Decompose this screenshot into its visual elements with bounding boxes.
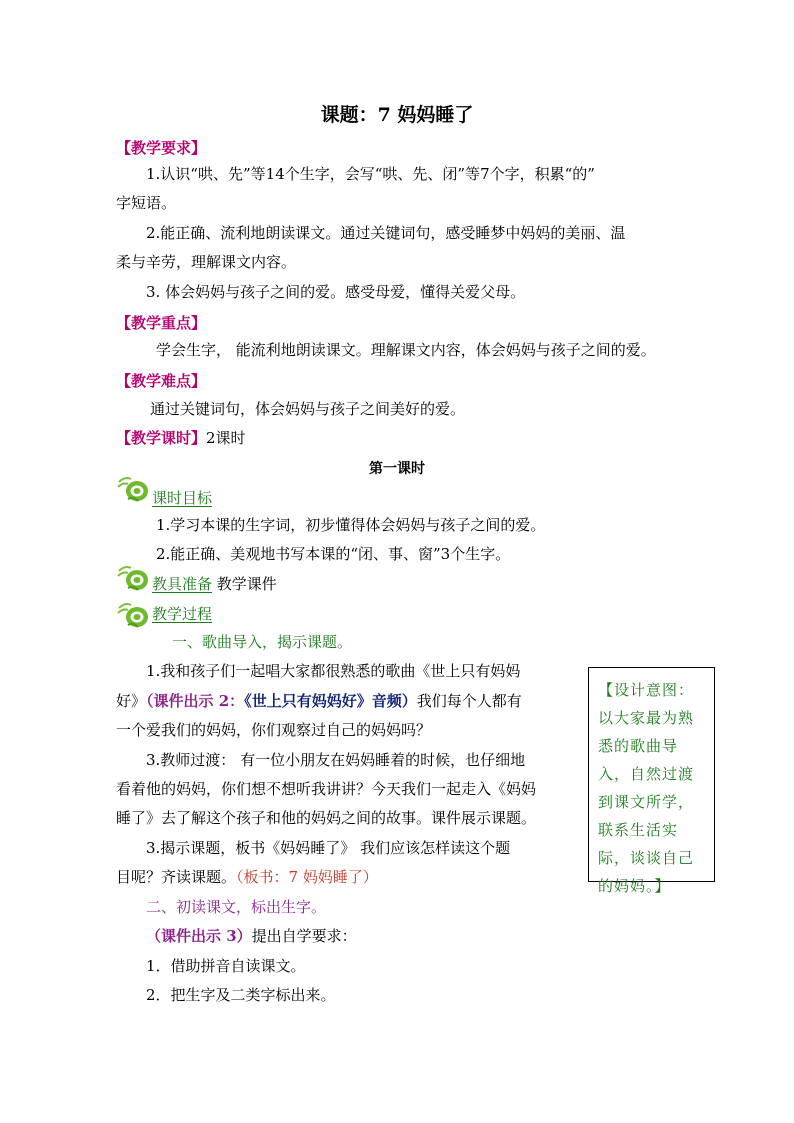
paragraph-3-line-1: 3.揭示课题，板书《妈妈睡了》 我们应该怎样读这个题 [146, 839, 511, 857]
courseware-cue: （课件出示 2： [146, 692, 245, 710]
text-span: 提出自学要求： [251, 927, 357, 945]
paragraph-2-line-3: 睡了》去了解这个孩子和他的妈妈之间的故事。课件展示课题。 [116, 809, 537, 827]
step-2: 2．把生字及二类字标出来。 [146, 986, 336, 1004]
difficulties-text: 通过关键词句，体会妈妈与孩子之间美好的爱。 [150, 400, 466, 418]
paragraph-4 [146, 926, 357, 946]
paragraph-3-line-2 [116, 867, 378, 887]
key-points-text: 学会生字， 能流利地朗读课文。理解课文内容，体会妈妈与孩子之间的爱。 [156, 341, 656, 359]
difficulties-heading: 【教学难点】 [116, 372, 207, 390]
section-2-heading: 二、初读课文，标出生字。 [146, 898, 327, 916]
prep-label: 教具准备 [152, 575, 213, 593]
board-note: （板书：7 妈妈睡了） [236, 868, 378, 886]
section-1-heading: 一、歌曲导入，揭示课题。 [172, 633, 353, 651]
leaf-icon [116, 563, 150, 593]
text-span: 我们每个人都有 [416, 692, 522, 710]
goals-label: 课时目标 [152, 489, 213, 507]
key-points-heading: 【教学重点】 [116, 314, 207, 332]
text-span: 目呢？齐读课题。 [116, 868, 237, 886]
process-label: 教学过程 [152, 605, 213, 623]
prep-row [152, 574, 277, 594]
hours-text: 2课时 [206, 429, 246, 447]
leaf-icon [116, 600, 150, 630]
prep-text: 教学课件 [216, 575, 277, 593]
goal-line-2: 2.能正确、美观地书写本课的“闭、事、窗”3个生字。 [156, 545, 511, 563]
paragraph-2-line-1: 3.教师过渡： 有一位小朋友在妈妈睡着的时候，也仔细地 [146, 751, 526, 769]
page-title: 课题：7 妈妈睡了 [320, 104, 474, 126]
lesson-title: 第一课时 [369, 461, 425, 477]
requirement-line-5: 3. 体会妈妈与孩子之间的爱。感受母爱，懂得关爱父母。 [146, 283, 526, 301]
requirements-heading: 【教学要求】 [116, 139, 207, 157]
paragraph-2-line-2: 看着他的妈妈，你们想不想听我讲讲？今天我们一起走入《妈妈 [116, 780, 537, 798]
paragraph-1-line-3: 一个爱我们的妈妈，你们观察过自己的妈妈吗？ [116, 721, 432, 739]
leaf-icon [116, 474, 150, 504]
paragraph-1-line-2 [116, 691, 522, 711]
text-span: 好》 [116, 692, 147, 710]
hours-row [116, 428, 246, 448]
requirement-line-2: 字短语。 [116, 194, 177, 212]
hours-heading: 【教学课时】 [116, 429, 207, 447]
goal-line-1: 1.学习本课的生字词，初步懂得体会妈妈与孩子之间的爱。 [156, 516, 546, 534]
design-intent-box: 【设计意图：以大家最为熟悉的歌曲导入，自然过渡到课文所学，联系生活实际，谈谈自己的妈妈。】 [588, 667, 715, 882]
step-1: 1．借助拼音自读课文。 [146, 957, 306, 975]
courseware-audio-title: 《世上只有妈妈好》音频） [244, 692, 417, 710]
requirement-line-3: 2.能正确、流利地朗读课文。通过关键词句，感受睡梦中妈妈的美丽、温 [146, 224, 626, 242]
requirement-line-1: 1.认识“哄、先”等14个生字，会写“哄、先、闭”等7个字，积累“的” [146, 165, 595, 183]
courseware-cue: （课件出示 3） [146, 927, 252, 945]
requirement-line-4: 柔与辛劳，理解课文内容。 [116, 253, 297, 271]
paragraph-1-line-1: 1.我和孩子们一起唱大家都很熟悉的歌曲《世上只有妈妈 [146, 662, 521, 680]
